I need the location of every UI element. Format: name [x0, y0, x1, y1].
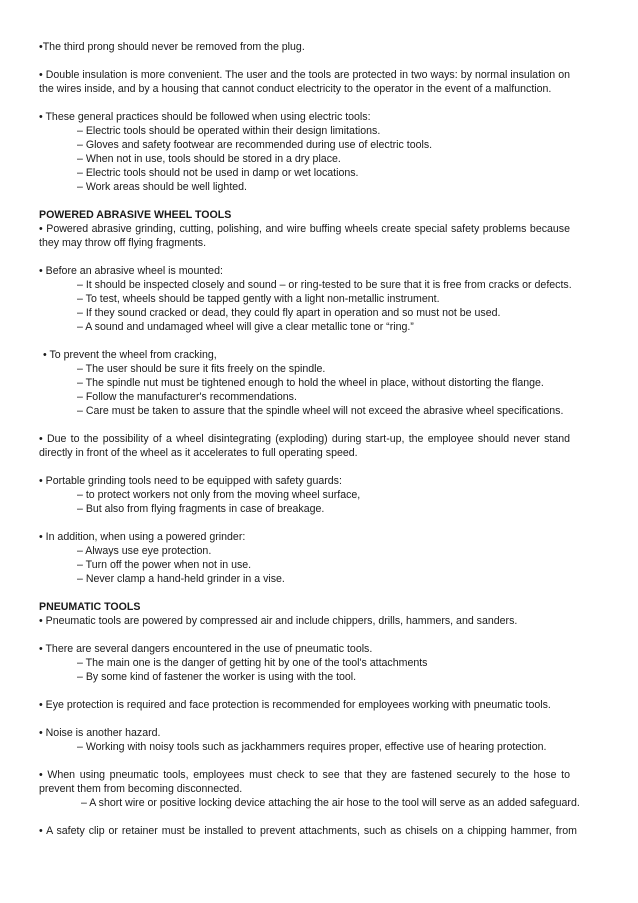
heading-pneumatic-tools: PNEUMATIC TOOLS [39, 601, 141, 613]
section-general-practices [39, 110, 570, 194]
heading-abrasive-wheel-tools: POWERED ABRASIVE WHEEL TOOLS [39, 209, 232, 221]
section-abrasive-wheel [39, 208, 570, 250]
list-item: – The spindle nut must be tightened enough to hold the wheel in place, without distorting the flange. [77, 377, 544, 389]
list-item: – Care must be taken to assure that the spindle wheel will not exceed the abrasive wheel specifications. [77, 405, 564, 417]
list-item: – A sound and undamaged wheel will give a clear metallic tone or “ring.” [77, 321, 414, 333]
pneumatic-dangers-intro: • There are several dangers encountered in the use of pneumatic tools. [39, 643, 373, 655]
list-item: – But also from flying fragments in case of breakage. [77, 503, 325, 515]
list-item: – Work areas should be well lighted. [77, 181, 247, 193]
list-item: – Always use eye protection. [77, 545, 212, 557]
section-pneumatic-tools [39, 600, 570, 628]
paragraph-eye-protection: • Eye protection is required and face protection is recommended for employees working with pneumatic tools. [39, 699, 551, 711]
pneumatic-intro: • Pneumatic tools are powered by compressed air and include chippers, drills, hammers, and sanders. [39, 615, 518, 627]
paragraph-third-prong: •The third prong should never be removed from the plug. [39, 41, 305, 53]
list-item: – It should be inspected closely and sound – or ring-tested to be sure that it is free from cracks or defects. [77, 279, 572, 291]
prevent-cracking-intro: • To prevent the wheel from cracking, [43, 349, 217, 361]
general-practices-intro: • These general practices should be followed when using electric tools: [39, 111, 371, 123]
list-item: – to protect workers not only from the moving wheel surface, [77, 489, 361, 501]
section-hose-fastening [39, 768, 580, 810]
list-item: – When not in use, tools should be stored in a dry place. [77, 153, 341, 165]
paragraph-disintegrating-wheel: • Due to the possibility of a wheel disintegrating (exploding) during start-up, the employee should never stand directly in front of the wheel as it accelerates to full operating speed. [39, 433, 570, 459]
powered-grinder-intro: • In addition, when using a powered grinder: [39, 531, 246, 543]
list-item: – The user should be sure it fits freely on the spindle. [77, 363, 326, 375]
list-item: – The main one is the danger of getting hit by one of the tool's attachments [77, 657, 428, 669]
before-mounting-intro: • Before an abrasive wheel is mounted: [39, 265, 223, 277]
section-noise [39, 726, 570, 754]
section-safety-guards [39, 474, 570, 516]
safety-guards-intro: • Portable grinding tools need to be equipped with safety guards: [39, 475, 342, 487]
paragraph-safety-clip: • A safety clip or retainer must be installed to prevent attachments, such as chisels on a chipping hammer, from [39, 825, 577, 837]
list-item: – Follow the manufacturer's recommendations. [77, 391, 297, 403]
section-powered-grinder [39, 530, 570, 586]
list-item: – A short wire or positive locking device attaching the air hose to the tool will serve as an added safeguard. [81, 797, 580, 809]
hose-fastening-intro: • When using pneumatic tools, employees must check to see that they are fastened securely to the hose to prevent them from becoming disconnected. [39, 769, 570, 795]
list-item: – By some kind of fastener the worker is using with the tool. [77, 671, 357, 683]
list-item: – Electric tools should not be used in damp or wet locations. [77, 167, 359, 179]
list-item: – To test, wheels should be tapped gently with a light non-metallic instrument. [77, 293, 440, 305]
list-item: – Electric tools should be operated within their design limitations. [77, 125, 381, 137]
noise-intro: • Noise is another hazard. [39, 727, 161, 739]
section-pneumatic-dangers [39, 642, 570, 684]
list-item: – Turn off the power when not in use. [77, 559, 252, 571]
list-item: – Gloves and safety footwear are recommended during use of electric tools. [77, 139, 433, 151]
list-item: – If they sound cracked or dead, they could fly apart in operation and so must not be used. [77, 307, 501, 319]
list-item: – Never clamp a hand-held grinder in a vise. [77, 573, 285, 585]
section-prevent-cracking [39, 348, 570, 418]
paragraph-double-insulation: • Double insulation is more convenient. The user and the tools are protected in two ways: by normal insulation on the wires inside, and by a housing that cannot conduct electricity to the operator in the event of a malfunction. [39, 69, 570, 95]
section-before-mounting [39, 264, 570, 334]
list-item: – Working with noisy tools such as jackhammers requires proper, effective use of hearing protection. [77, 741, 547, 753]
abrasive-wheel-intro: • Powered abrasive grinding, cutting, polishing, and wire buffing wheels create special safety problems because they may throw off flying fragments. [39, 223, 570, 249]
